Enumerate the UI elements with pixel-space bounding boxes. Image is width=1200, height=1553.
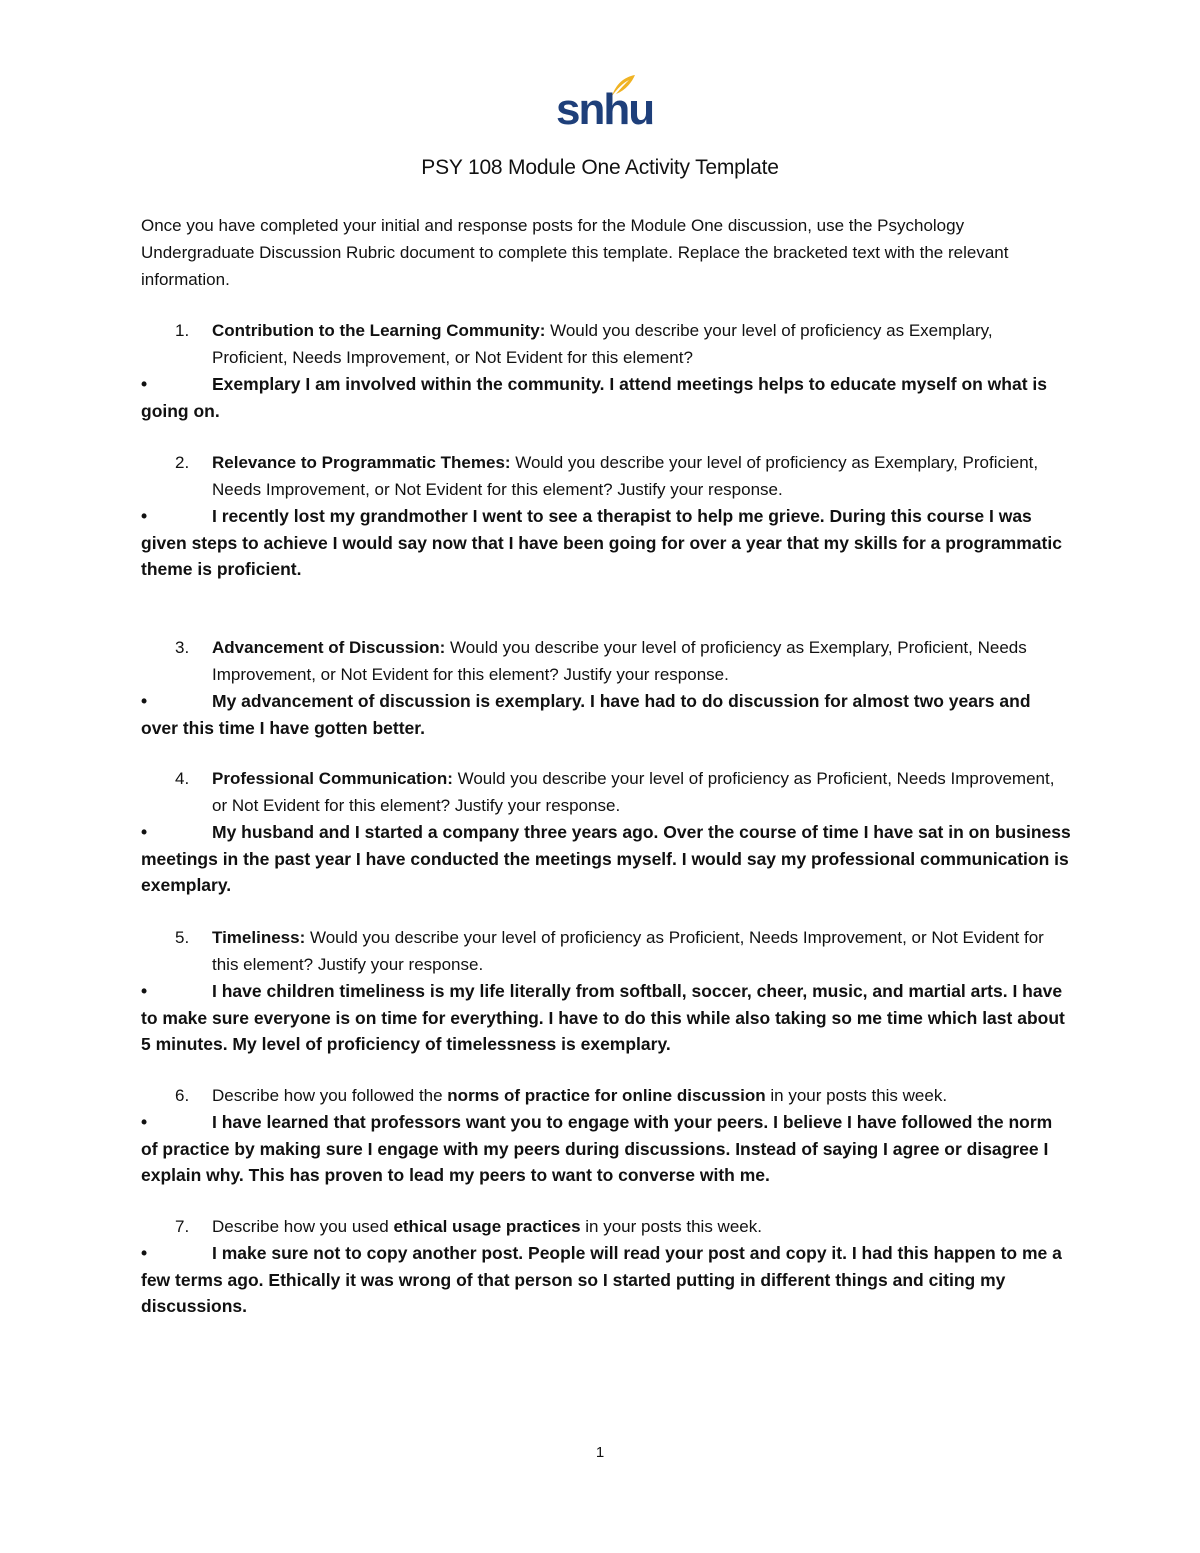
answer-1 bbox=[141, 371, 1071, 424]
answer-3 bbox=[141, 688, 1071, 741]
rubric-item-2 bbox=[141, 449, 1071, 583]
question-text: Would you describe your level of proficiency as Exemplary, Proficient, Needs Improvement, or Not Evident for this element? bbox=[212, 321, 993, 367]
question-5 bbox=[141, 924, 1071, 978]
item-number: 1. bbox=[175, 321, 190, 340]
item-number: 5. bbox=[175, 928, 190, 947]
question-6 bbox=[141, 1082, 1071, 1109]
question-3 bbox=[141, 634, 1071, 688]
intro-paragraph: Once you have completed your initial and response posts for the Module One discussion, use the Psychology Undergraduate Discussion Rubric document to complete this template. Replace the bracketed text with the relevant information. bbox=[141, 216, 1009, 289]
question-prefix: Describe how you used bbox=[212, 1217, 394, 1236]
bullet-icon: • bbox=[141, 822, 148, 842]
bullet-icon: • bbox=[141, 1112, 148, 1132]
item-number: 2. bbox=[175, 453, 190, 472]
item-number: 4. bbox=[175, 769, 190, 788]
rubric-item-4 bbox=[141, 765, 1071, 899]
question-text: Would you describe your level of proficiency as Proficient, Needs Improvement, or Not Evident for this element? Justify your response. bbox=[212, 928, 1044, 974]
question-heading: norms of practice for online discussion bbox=[447, 1086, 766, 1105]
document-title: PSY 108 Module One Activity Template bbox=[421, 156, 779, 179]
bullet-icon: • bbox=[141, 981, 148, 1001]
answer-5 bbox=[141, 978, 1071, 1058]
question-2 bbox=[141, 449, 1071, 503]
question-7 bbox=[141, 1213, 1071, 1240]
answer-text: My husband and I started a company three years ago. Over the course of time I have sat in on business meetings in the past year I have conducted the meetings myself. I would say my professional communication is exemplary. bbox=[141, 822, 1071, 895]
logo-wordmark: snhu bbox=[556, 85, 654, 134]
question-heading: Contribution to the Learning Community: bbox=[212, 321, 546, 340]
answer-2 bbox=[141, 503, 1071, 583]
question-heading: Relevance to Programmatic Themes: bbox=[212, 453, 511, 472]
item-number: 7. bbox=[175, 1217, 190, 1236]
rubric-item-5 bbox=[141, 924, 1071, 1058]
page-number: 1 bbox=[595, 1444, 605, 1461]
answer-text: Exemplary I am involved within the community. I attend meetings helps to educate myself on what is going on. bbox=[141, 374, 1048, 421]
rubric-item-1 bbox=[141, 317, 1071, 424]
answer-4 bbox=[141, 819, 1071, 899]
question-1 bbox=[141, 317, 1071, 371]
question-heading: Timeliness: bbox=[212, 928, 306, 947]
bullet-icon: • bbox=[141, 374, 148, 394]
item-number: 3. bbox=[175, 638, 190, 657]
question-text: Would you describe your level of proficiency as Exemplary, Proficient, Needs Improvement, or Not Evident for this element? Justify your response. bbox=[212, 453, 1039, 499]
bullet-icon: • bbox=[141, 1243, 148, 1263]
snhu-logo bbox=[556, 74, 654, 134]
rubric-item-3 bbox=[141, 634, 1071, 741]
answer-text: I have children timeliness is my life literally from softball, soccer, cheer, music, and martial arts. I have to make sure everyone is on time for everything. I have to do this while also taking so me time which last about 5 minutes. My level of proficiency of timelessness is exemplary. bbox=[141, 981, 1065, 1054]
question-prefix: Describe how you followed the bbox=[212, 1086, 448, 1105]
question-heading: ethical usage practices bbox=[393, 1217, 581, 1236]
answer-6 bbox=[141, 1109, 1071, 1189]
answer-text: I recently lost my grandmother I went to see a therapist to help me grieve. During this course I was given steps to achieve I would say now that I have been going for over a year that my skills for a programmatic theme is proficient. bbox=[141, 506, 1062, 579]
question-heading: Professional Communication: bbox=[212, 769, 453, 788]
item-number: 6. bbox=[175, 1086, 190, 1105]
answer-text: I make sure not to copy another post. People will read your post and copy it. I had this happen to me a few terms ago. Ethically it was wrong of that person so I started putting in different things and citing my discussions. bbox=[141, 1243, 1062, 1316]
question-text: in your posts this week. bbox=[580, 1217, 762, 1236]
question-text: in your posts this week. bbox=[765, 1086, 948, 1105]
rubric-item-6 bbox=[141, 1082, 1071, 1189]
rubric-item-7 bbox=[141, 1213, 1071, 1320]
answer-text: My advancement of discussion is exemplary. I have had to do discussion for almost two years and over this time I have gotten better. bbox=[141, 691, 1031, 738]
bullet-icon: • bbox=[141, 506, 148, 526]
answer-text: I have learned that professors want you to engage with your peers. I believe I have followed the norm of practice by making sure I engage with my peers during discussions. Instead of saying I agree or disagree I explain why. This has proven to lead my peers to want to converse with me. bbox=[141, 1112, 1053, 1185]
answer-7 bbox=[141, 1240, 1071, 1320]
question-heading: Advancement of Discussion: bbox=[212, 638, 446, 657]
question-text: Would you describe your level of proficiency as Exemplary, Proficient, Needs Improvement, or Not Evident for this element? Justify your response. bbox=[212, 638, 1027, 684]
question-4 bbox=[141, 765, 1071, 819]
question-text: Would you describe your level of proficiency as Proficient, Needs Improvement, or Not Evident for this element? Justify your response. bbox=[212, 769, 1055, 815]
bullet-icon: • bbox=[141, 691, 148, 711]
